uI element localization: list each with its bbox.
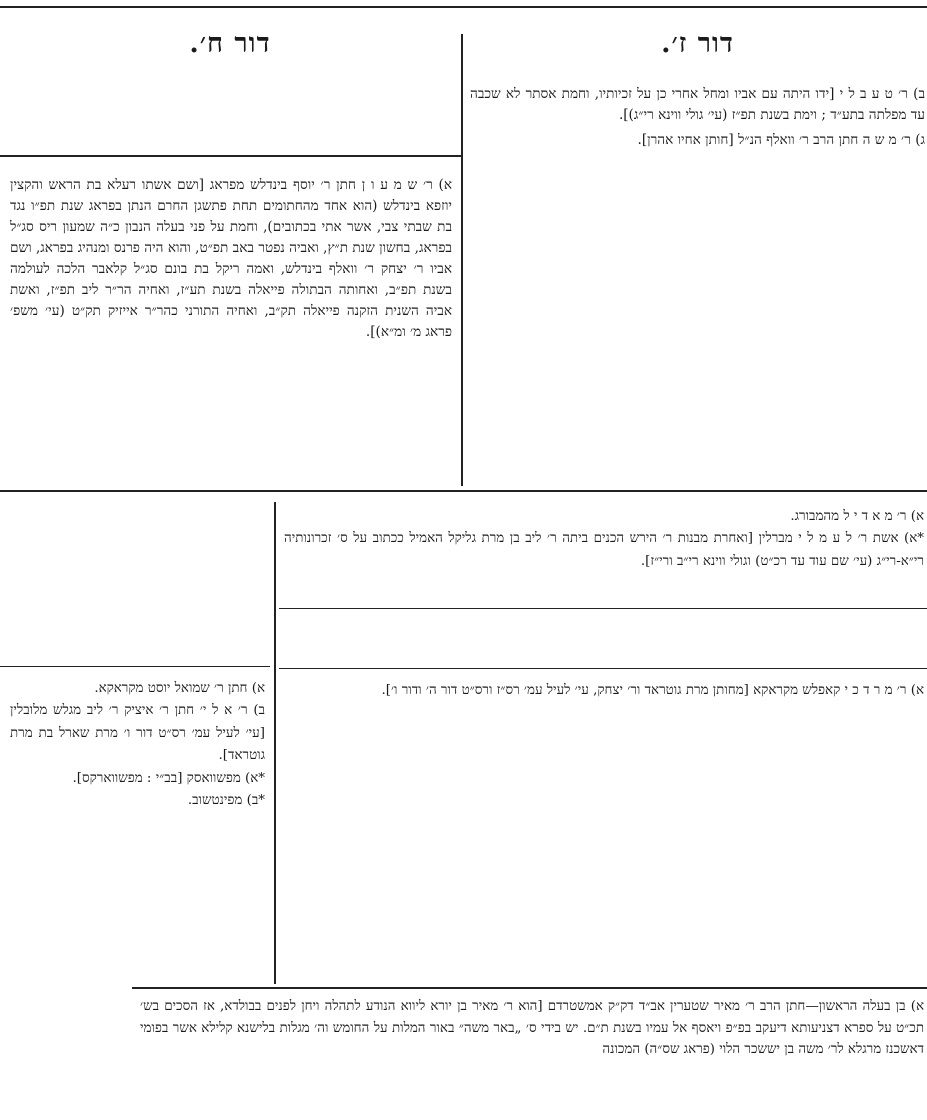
middle-band-text bbox=[284, 506, 924, 573]
middle-band-rule bbox=[0, 490, 927, 492]
entry-text: א) ר׳ ש מ ע ו ן חתן ר׳ יוסף בינדלש מפראג [ושם אשתו רעלא בת הראש והקצין יוזפא בינדלש (הוא אחד מהחתומים תחת פתשגן החרם הנתן בפראג שנת תפ״ו נגד בת שבתי צבי, אשר אתי בכתובים), וחמת על פני בעלה הנבון כ״ה שמעון ריס סג״ל בפראג, בחשון שנת ת״ץ, ואביה נפטר באב תפ״ט, והוא היה פרנס ומנהיג בפראג, ושם אביו ר׳ יצחק ר׳ וואלף בינדלש, ואמה ריקל בת בונם סג״ל קלאבר הלכה לעולמה בשנת תפ״ב, ואחותה הבתולה פייאלה בשנת תע״ז, ואחיה הר״ר ליב תפ״ז, ואשת אביה השנית הזקנה פייאלה תק״ב, ואחיה התורני כהר״ר אייזיק תק״ט (עי׳ משפ׳ פראג מ׳ ומ״א)]. bbox=[10, 177, 452, 340]
entry-text: א) ר׳ מ א ד י ל מהמבורג. bbox=[790, 509, 924, 524]
heading-generation-7: דור ז׳. bbox=[661, 28, 734, 59]
entry-text: *ב) מפינטשוב. bbox=[187, 793, 265, 809]
entry-text: ג) ר׳ מ ש ה חתן הרב ר׳ וואלף הנ״ל [חותן אחיו אהרן]. bbox=[637, 132, 925, 148]
entry-text: ב) ר׳ א ל י׳ חתן ר׳ איציק ר׳ ליב מגלש מלובלין [עי׳ לעיל עמ׳ רס״ט דור ו׳ מרת שארל בת מרת גוטראד]. bbox=[10, 703, 265, 764]
footnote-rule bbox=[132, 987, 927, 989]
narrow-column-rule bbox=[0, 666, 270, 667]
middle-band-lower-text bbox=[284, 680, 924, 702]
entry-text: ב) ר׳ ט ע ב ל י [ידו היתה עם אביו ומחל אחרי כן על זכיותיו, וחמת אסתר לא שכבה עד מפלתה בתע״ד ; וימת בשנת תפ״ז (עי׳ גולי ווינא רי״ג)]. bbox=[470, 86, 925, 123]
narrow-column-divider bbox=[274, 502, 276, 984]
footnote-text bbox=[140, 996, 924, 1061]
footnote-paragraph: א) בן בעלה הראשון—חתן הרב ר׳ מאיר שטערין אב״ד דק״ק אמשטרדם [הוא ר׳ מאיר בן יורא ליווא הנודע לתהלה ויחן לפנים בבולדא, אז הסכים בש׳ תכ״ט על ספרא דצניעותא דיעקב בפ״פ ויאסף אל עמיו בשנת ת״ם. יש בידי ס׳ „באר משה״ באור המלות על החומש וה׳ מגלות בלישנא קלילא אשר בפומי דאשכנז מרגלא לר׳ משה בן יששכר הלוי (פראג שס״ה) המכונה bbox=[140, 999, 924, 1057]
entry-text: *א) אשת ר׳ ל ע מ ל י מברלין [ואחרת מבנות ר׳ הירש הכנים ביתה ר׳ ליב בן מרת גליקל האמיל ככתוב על ס׳ זכרונותיה רי״א-רי״ג (עי׳ שם עוד עד רכ״ט) וגולי ווינא רי״ב ורי״ז]. bbox=[284, 531, 924, 569]
narrow-column-text bbox=[10, 678, 265, 812]
inner-rule-2 bbox=[279, 668, 927, 669]
entry-text: א) חתן ר׳ שמואל יוסט מקראקא. bbox=[94, 681, 265, 696]
column-divider-top bbox=[461, 34, 463, 486]
heading-generation-8: דור ח׳. bbox=[189, 28, 271, 59]
right-column-text bbox=[470, 84, 925, 151]
entry-text: *א) מפשוואסק [בב״י : מפשווארקס]. bbox=[72, 770, 265, 786]
inner-rule-1 bbox=[279, 608, 927, 609]
left-column-rule bbox=[0, 155, 462, 157]
left-column-text bbox=[10, 175, 452, 343]
entry-text: א) ר׳ מ ר ד כ י קאפלש מקראקא [מחותן מרת גוטראד ור׳ יצחק, עי׳ לעיל עמ׳ רס״ז ורס״ט דור ה׳ ודור ו׳]. bbox=[381, 683, 924, 698]
top-rule bbox=[0, 6, 927, 8]
